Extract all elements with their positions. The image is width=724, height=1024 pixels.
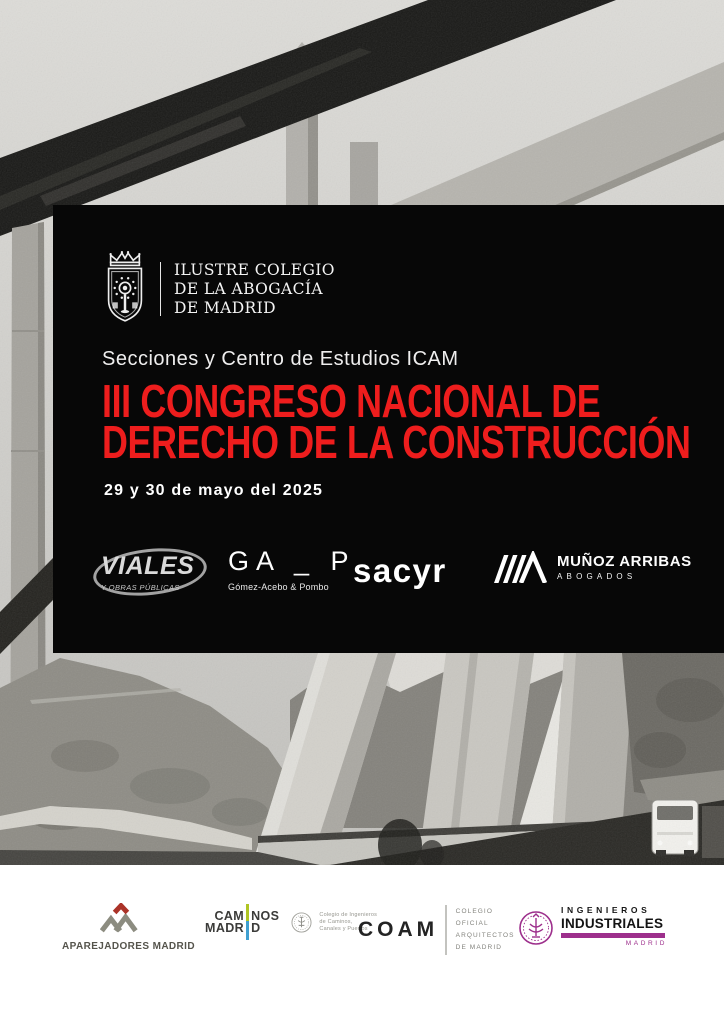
icam-name-line: DE MADRID	[174, 298, 276, 317]
congress-title-line-1: III CONGRESO NACIONAL DE	[102, 375, 601, 427]
viales-logo	[100, 547, 204, 599]
industriales-top-text: INGENIEROS	[561, 905, 651, 915]
congress-panel	[53, 205, 724, 653]
munoz-arribas-logo	[490, 551, 692, 583]
gap-name: GA _ P	[228, 546, 356, 576]
icam-crest-icon	[101, 249, 149, 329]
aparejadores-logo	[62, 903, 195, 952]
coam-descriptor	[456, 906, 515, 954]
industriales-seal-icon	[518, 909, 554, 947]
munoz-arribas-name: MUÑOZ ARRIBAS	[557, 553, 692, 570]
coam-divider	[445, 905, 447, 955]
industriales-city-text: MADRID	[625, 940, 667, 947]
icam-name	[174, 261, 335, 318]
caminos-text: CAM	[214, 909, 245, 923]
munoz-arribas-icon	[490, 551, 548, 583]
viales-subtitle: Y OBRAS PÚBLICAS	[101, 583, 180, 592]
viales-name: VIALES	[101, 552, 195, 580]
caminos-text: NOS	[251, 909, 280, 923]
caminos-college-line: de Caminos,	[319, 918, 353, 925]
icam-name-line: DE LA ABOGACÍA	[174, 279, 324, 298]
footer-logos	[0, 865, 724, 1024]
gap-subtitle: Gómez-Acebo & Pombo	[228, 582, 329, 592]
caminos-college-line: Canales y Puertos	[319, 925, 368, 932]
caminos-seal-icon	[291, 912, 312, 933]
caminos-text: MADR	[205, 921, 245, 935]
caminos-madrid-logo	[205, 910, 377, 934]
coam-wordmark: COAM	[358, 918, 439, 941]
industriales-main-text: INDUSTRIALES	[561, 916, 664, 931]
caminos-color-bar	[246, 904, 250, 940]
caminos-wordmark	[205, 910, 279, 934]
aparejadores-label: APAREJADORES MADRID	[62, 941, 195, 952]
gomez-acebo-pombo-logo	[228, 546, 356, 592]
coam-descriptor-line: OFICIAL	[455, 920, 489, 927]
icam-name-line: ILUSTRE COLEGIO	[174, 260, 335, 279]
coam-descriptor-line: COLEGIO	[455, 908, 493, 915]
congress-date: 29 y 30 de mayo del 2025	[104, 482, 324, 499]
congress-title	[102, 375, 691, 468]
icam-divider	[160, 262, 161, 316]
munoz-arribas-subtitle: ABOGADOS	[557, 572, 637, 581]
caminos-college-line: Colegio de Ingenieros	[319, 911, 378, 918]
congress-title-line-2: DERECHO DE LA CONSTRUCCIÓN	[102, 416, 691, 468]
aparejadores-icon	[100, 903, 142, 933]
sponsor-logos	[100, 543, 724, 605]
coam-descriptor-line: DE MADRID	[455, 944, 503, 951]
caminos-text: D	[251, 921, 261, 935]
coam-descriptor-line: ARQUITECTOS	[455, 932, 515, 939]
sacyr-logo: sacyr	[353, 552, 447, 589]
ingenieros-industriales-logo	[518, 905, 667, 947]
icam-logo	[101, 249, 335, 329]
section-kicker: Secciones y Centro de Estudios ICAM	[102, 348, 459, 370]
industriales-bar	[561, 933, 665, 938]
coam-logo	[358, 905, 515, 955]
